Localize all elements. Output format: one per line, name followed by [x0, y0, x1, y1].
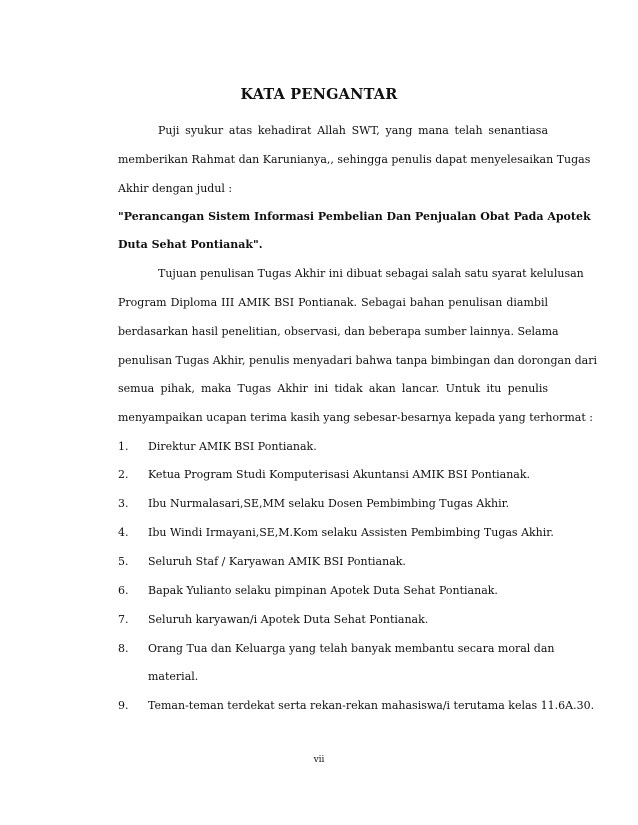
list-number: 3.: [118, 497, 129, 510]
list-number: 1.: [118, 440, 129, 453]
list-number: 9.: [118, 699, 129, 712]
list-number: 7.: [118, 613, 129, 626]
list-item: Ibu Windi Irmayani,SE,M.Kom selaku Assisten Pembimbing Tugas Akhir.: [148, 526, 554, 539]
paragraph-line: menyampaikan ucapan terima kasih yang sebesar-besarnya kepada yang terhormat :: [118, 411, 593, 424]
list-item: Orang Tua dan Keluarga yang telah banyak membantu secara moral dan: [148, 642, 555, 655]
paragraph-line: Akhir dengan judul :: [118, 182, 233, 195]
list-number: 8.: [118, 642, 129, 655]
paragraph-line: Program Diploma III AMIK BSI Pontianak. Sebagai bahan penulisan diambil: [118, 296, 548, 309]
list-item-continuation: material.: [148, 670, 199, 683]
page-title: KATA PENGANTAR: [240, 86, 398, 103]
list-number: 5.: [118, 555, 129, 568]
page-number: vii: [313, 755, 325, 765]
paragraph-line: semua pihak, maka Tugas Akhir ini tidak akan lancar. Untuk itu penulis: [118, 382, 548, 395]
thesis-title-line: "Perancangan Sistem Informasi Pembelian Dan Penjualan Obat Pada Apotek: [118, 210, 591, 223]
list-number: 6.: [118, 584, 129, 597]
list-item: Bapak Yulianto selaku pimpinan Apotek Duta Sehat Pontianak.: [148, 584, 498, 597]
paragraph-line: penulisan Tugas Akhir, penulis menyadari bahwa tanpa bimbingan dan dorongan dari: [118, 354, 598, 367]
list-item: Teman-teman terdekat serta rekan-rekan mahasiswa/i terutama kelas 11.6A.30.: [148, 699, 595, 712]
list-item: Direktur AMIK BSI Pontianak.: [148, 440, 317, 453]
list-item: Ibu Nurmalasari,SE,MM selaku Dosen Pembimbing Tugas Akhir.: [148, 497, 510, 510]
list-number: 4.: [118, 526, 129, 539]
paragraph-line: memberikan Rahmat dan Karunianya,, sehingga penulis dapat menyelesaikan Tugas: [118, 153, 591, 166]
list-number: 2.: [118, 468, 129, 481]
paragraph-line: Tujuan penulisan Tugas Akhir ini dibuat sebagai salah satu syarat kelulusan: [158, 267, 584, 280]
paragraph-line: berdasarkan hasil penelitian, observasi, dan beberapa sumber lainnya. Selama: [118, 325, 559, 338]
list-item: Seluruh Staf / Karyawan AMIK BSI Pontianak.: [148, 555, 406, 568]
thesis-title-line: Duta Sehat Pontianak".: [118, 238, 263, 251]
paragraph-line: Puji syukur atas kehadirat Allah SWT, yang mana telah senantiasa: [158, 124, 548, 137]
list-item: Ketua Program Studi Komputerisasi Akuntansi AMIK BSI Pontianak.: [148, 468, 531, 481]
list-item: Seluruh karyawan/i Apotek Duta Sehat Pontianak.: [148, 613, 429, 626]
